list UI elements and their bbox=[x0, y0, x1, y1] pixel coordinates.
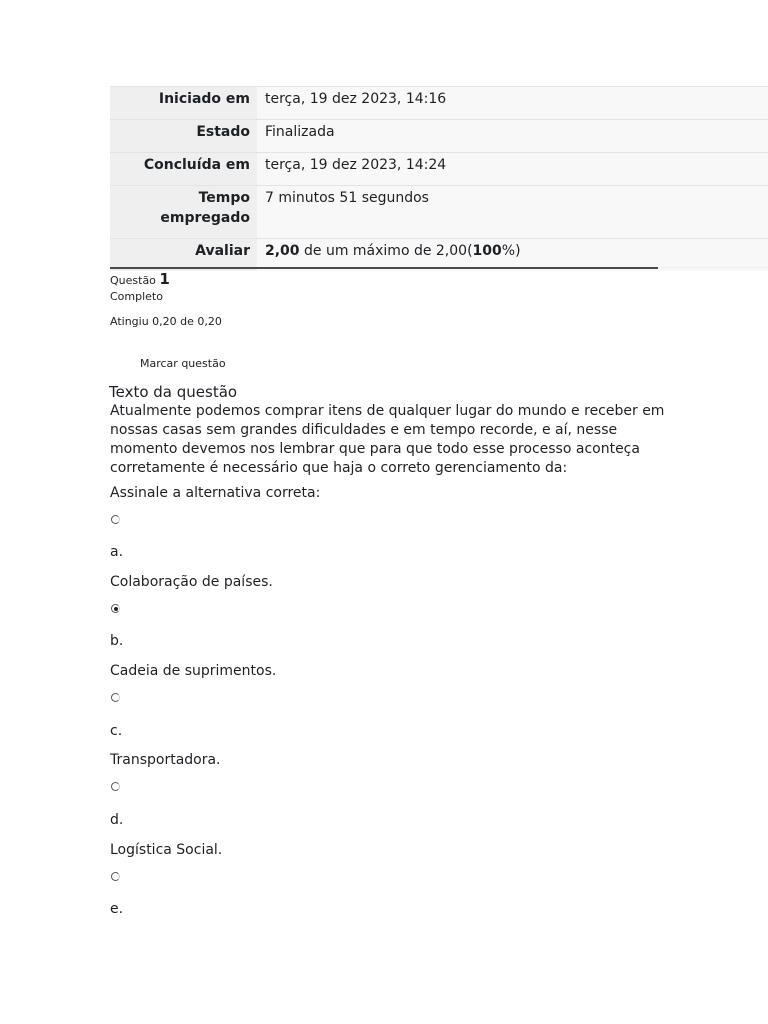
option-a-text[interactable]: Colaboração de países. bbox=[110, 574, 273, 590]
question-number-value: 1 bbox=[159, 270, 170, 288]
summary-label: Avaliar bbox=[110, 239, 257, 271]
summary-label: Estado bbox=[110, 120, 257, 152]
question-text: Atualmente podemos comprar itens de qualquer lugar do mundo e receber em nossas casas sem grandes dificuldades e em tempo recorde, e aí, nesse momento devemos nos lembrar que para que todo esse processo aconteça corretamente é necessário que haja o correto gerenciamento da: bbox=[110, 403, 665, 476]
grade-max-text: de um máximo de 2,00( bbox=[299, 243, 473, 259]
option-b-text[interactable]: Cadeia de suprimentos. bbox=[110, 663, 277, 679]
summary-divider-extension bbox=[658, 267, 768, 268]
question-grade: Atingiu 0,20 de 0,20 bbox=[110, 315, 222, 328]
question-state: Completo bbox=[110, 290, 163, 303]
summary-label: Tempo empregado bbox=[110, 186, 257, 238]
option-d-letter: d. bbox=[110, 812, 124, 828]
summary-row-completed bbox=[110, 152, 768, 185]
option-d-radio[interactable] bbox=[111, 782, 120, 791]
option-e-radio[interactable] bbox=[111, 872, 120, 881]
summary-value: 7 minutos 51 segundos bbox=[257, 186, 768, 238]
option-c-radio[interactable] bbox=[111, 693, 120, 702]
summary-value: Finalizada bbox=[257, 120, 768, 152]
question-prefix: Questão bbox=[110, 274, 156, 287]
summary-label: Concluída em bbox=[110, 153, 257, 185]
summary-label: Iniciado em bbox=[110, 87, 257, 119]
option-e-letter: e. bbox=[110, 901, 124, 917]
question-number bbox=[110, 271, 170, 289]
summary-divider bbox=[110, 267, 658, 269]
grade-end-text: %) bbox=[501, 243, 521, 259]
option-b-radio[interactable] bbox=[111, 604, 120, 613]
option-c-text[interactable]: Transportadora. bbox=[110, 752, 221, 768]
attempt-summary-table bbox=[110, 86, 768, 271]
summary-value: terça, 19 dez 2023, 14:16 bbox=[257, 87, 768, 119]
flag-question-link[interactable]: Marcar questão bbox=[140, 357, 226, 370]
option-d-text[interactable]: Logística Social. bbox=[110, 842, 223, 858]
option-c-letter: c. bbox=[110, 723, 123, 739]
grade-score: 2,00 bbox=[265, 243, 300, 259]
grade-percent: 100 bbox=[472, 243, 502, 259]
question-text-title: Texto da questão bbox=[109, 383, 238, 401]
summary-row-time-taken bbox=[110, 185, 768, 238]
option-b-letter: b. bbox=[110, 633, 124, 649]
summary-row-started bbox=[110, 86, 768, 119]
option-a-letter: a. bbox=[110, 544, 124, 560]
option-a-radio[interactable] bbox=[111, 515, 120, 524]
question-info bbox=[110, 271, 170, 305]
summary-value: terça, 19 dez 2023, 14:24 bbox=[257, 153, 768, 185]
summary-row-state bbox=[110, 119, 768, 152]
question-prompt: Assinale a alternativa correta: bbox=[110, 485, 321, 501]
